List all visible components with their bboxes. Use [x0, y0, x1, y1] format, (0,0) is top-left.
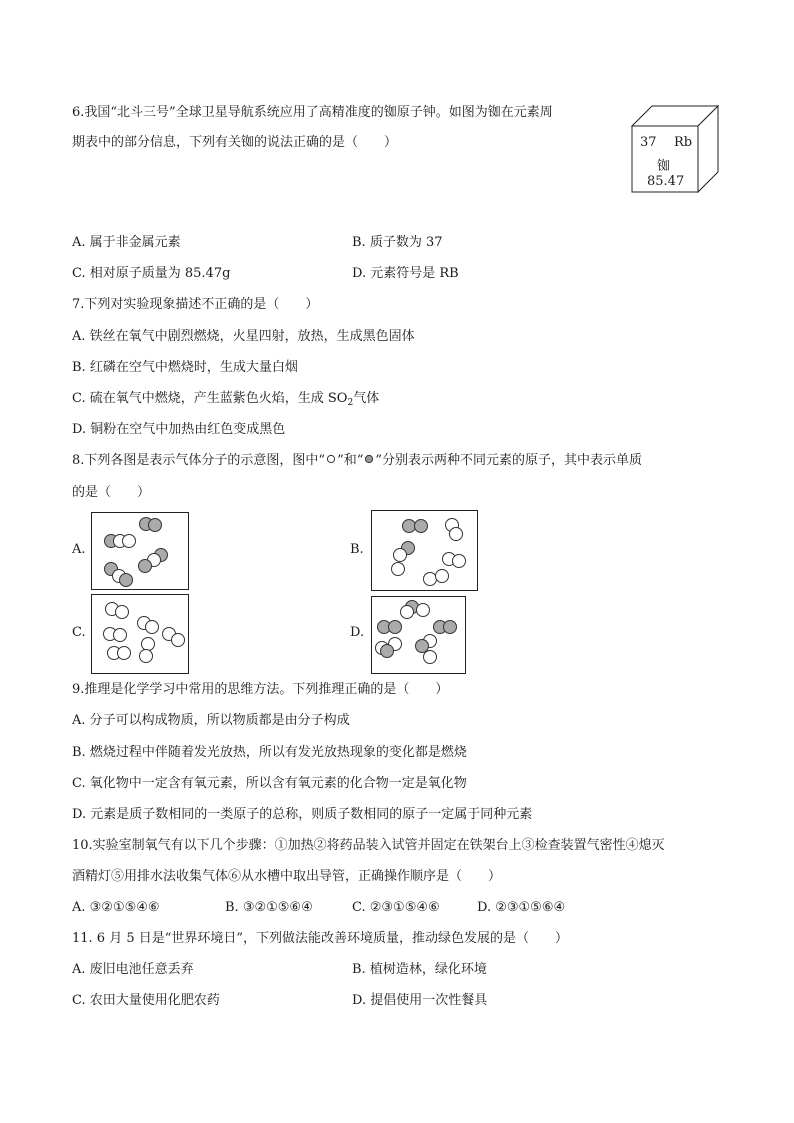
q7-option-d: D. 铜粉在空气中加热由红色变成黑色 — [72, 422, 286, 437]
q9-option-b: B. 燃烧过程中伴随着发光放热，所以有发光放热现象的变化都是燃烧 — [72, 745, 467, 760]
q7-option-c — [72, 390, 379, 412]
element-atomic-number: 37 — [640, 135, 657, 150]
q11-option-c: C. 农田大量使用化肥农药 — [72, 993, 220, 1008]
q8-stem-part3: ”分别表示两种不同元素的原子，其中表示单质 — [375, 453, 643, 468]
q9-option-c: C. 氧化物中一定含有氧元素，所以含有氧元素的化合物一定是氧化物 — [72, 776, 467, 791]
q8-label-a: A. — [72, 542, 86, 557]
diagram-a-molecules — [92, 513, 188, 589]
q8-label-d: D. — [350, 625, 365, 640]
q11-option-a: A. 废旧电池任意丢弃 — [72, 962, 194, 977]
q11-stem: 11. 6 月 5 日是“世界环境日”，下列做法能改善环境质量，推动绿色发展的是（ ） — [72, 931, 569, 946]
white-atom-icon — [325, 453, 337, 465]
element-name: 铷 — [657, 159, 671, 174]
q8-diagram-a — [91, 512, 189, 590]
q8-diagram-d — [371, 596, 466, 674]
q9-option-a: A. 分子可以构成物质，所以物质都是由分子构成 — [72, 713, 350, 728]
q10-stem-line2: 酒精灯⑤用排水法收集气体⑥从水槽中取出导管，正确操作顺序是（ ） — [72, 869, 502, 884]
q10-option-b: B. ③②①⑤⑥④ — [225, 900, 313, 915]
element-card — [630, 104, 722, 200]
q8-diagram-b — [371, 510, 478, 591]
q10-stem-line1: 10.实验室制氧气有以下几个步骤：①加热②将药品装入试管并固定在铁架台上③检查装置气密性④熄灭 — [72, 838, 665, 853]
element-mass: 85.47 — [647, 174, 685, 189]
q9-option-d: D. 元素是质子数相同的一类原子的总称，则质子数相同的原子一定属于同种元素 — [72, 807, 533, 822]
diagram-d-molecules — [372, 597, 465, 673]
q6-stem-line2: 期表中的部分信息，下列有关铷的说法正确的是（ ） — [72, 135, 398, 150]
q11-option-b: B. 植树造林，绿化环境 — [352, 962, 487, 977]
q6-option-c: C. 相对原子质量为 85.47g — [72, 266, 231, 281]
element-symbol: Rb — [674, 135, 693, 150]
q6-option-b: B. 质子数为 37 — [352, 235, 443, 250]
q6-stem-line1: 6.我国“北斗三号”全球卫星导航系统应用了高精准度的铷原子钟。如图为铷在元素周 — [72, 105, 553, 120]
q7-stem: 7.下列对实验现象描述不正确的是（ ） — [72, 297, 319, 312]
q8-stem-part1: 8.下列各图是表示气体分子的示意图，图中“ — [72, 453, 326, 468]
q7-option-a: A. 铁丝在氧气中剧烈燃烧，火星四射，放热，生成黑色固体 — [72, 329, 415, 344]
q10-option-d: D. ②③①⑤⑥④ — [477, 900, 566, 915]
diagram-b-molecules — [372, 511, 477, 590]
q8-diagram-c — [91, 594, 189, 674]
q10-option-a: A. ③②①⑤④⑥ — [72, 900, 160, 915]
q8-stem-line1 — [72, 452, 642, 470]
q8-label-b: B. — [350, 542, 364, 557]
q6-option-d: D. 元素符号是 RB — [352, 266, 459, 281]
q8-label-c: C. — [72, 625, 86, 640]
diagram-c-molecules — [92, 595, 188, 673]
q7-option-b: B. 红磷在空气中燃烧时，生成大量白烟 — [72, 360, 298, 375]
q9-stem: 9.推理是化学学习中常用的思维方法。下列推理正确的是（ ） — [72, 682, 449, 697]
gray-atom-icon — [363, 453, 375, 465]
q8-stem-part2: ”和“ — [337, 453, 364, 468]
q7-option-c-tail: 气体 — [353, 391, 380, 406]
q10-option-c: C. ②③①⑤④⑥ — [352, 900, 440, 915]
q6-option-a: A. 属于非金属元素 — [72, 235, 181, 250]
q11-option-d: D. 提倡使用一次性餐具 — [352, 993, 488, 1008]
q8-stem-line2: 的是（ ） — [72, 485, 151, 500]
q7-option-c-subscript: 2 — [347, 398, 354, 408]
q7-option-c-text: C. 硫在氧气中燃烧，产生蓝紫色火焰，生成 SO — [72, 391, 348, 406]
